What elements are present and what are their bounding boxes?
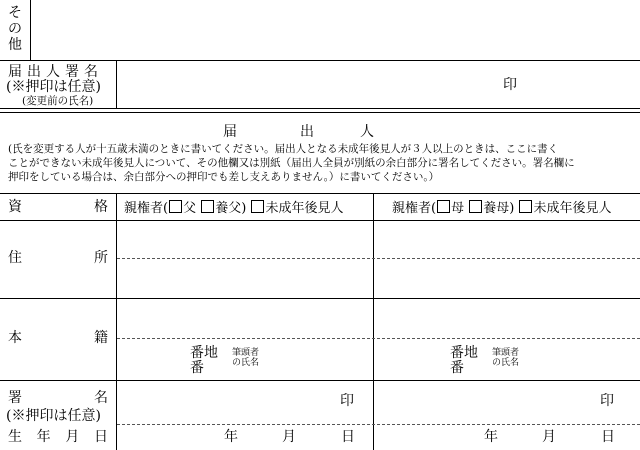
father-checkbox[interactable] xyxy=(169,200,182,213)
section-double-rule xyxy=(0,108,640,113)
birth-month-label-col1: 月 xyxy=(282,429,296,445)
address-field-col1[interactable] xyxy=(118,221,372,297)
birth-year-label-col1: 年 xyxy=(224,429,238,445)
name-before-change-label: (変更前の氏名) xyxy=(22,95,94,107)
seal-optional-label: (※押印は任意) xyxy=(6,79,101,95)
family-head-label-col2: 筆頭者 の氏名 xyxy=(492,348,520,369)
other-field[interactable] xyxy=(32,0,638,58)
adoptive-mother-checkbox[interactable] xyxy=(469,200,482,213)
table-signature-label: 署 名 xyxy=(8,390,108,406)
notice-line-1: (氏を変更する人が十五歳未満のときに書いてください。届出人となる未成年後見人が３人以上のときは、ここに書く xyxy=(8,143,559,155)
signature-row-bottom-line xyxy=(117,424,640,425)
other-label: その他 xyxy=(8,5,22,53)
top-signature-field[interactable] xyxy=(118,61,638,107)
family-head-label-col1: 筆頭者 の氏名 xyxy=(232,348,260,369)
birth-day-label-col2: 日 xyxy=(601,429,615,445)
notice-line-2: ことができない未成年後見人について、その他欄又は別紙（届出人全員が別紙の余白部分に署名してください。署名欄に xyxy=(8,157,575,169)
qualification-options-col2: 親権者( 母 養母) 未成年後見人 xyxy=(392,201,612,216)
signature-column-divider xyxy=(116,60,117,108)
mother-checkbox[interactable] xyxy=(437,200,450,213)
seal-mark-col1: 印 xyxy=(340,393,354,409)
notifier-title-char-1: 届 xyxy=(223,124,237,140)
birth-month-label-col2: 月 xyxy=(542,429,556,445)
signature-field-col2[interactable] xyxy=(375,381,638,423)
qualification-label: 資 格 xyxy=(8,199,108,215)
table-middle-column-divider xyxy=(373,193,374,450)
guardian-checkbox-col1[interactable] xyxy=(251,200,264,213)
table-top-line xyxy=(0,193,640,194)
top-seal-mark: 印 xyxy=(503,77,517,93)
birth-day-label-col1: 日 xyxy=(341,429,355,445)
notice-line-3: 押印をしている場合は、余白部分への押印でも差し支えありません。）に書いてください。） xyxy=(8,171,440,183)
notifier-title-char-2: 出 xyxy=(300,124,314,140)
signature-label: 届出人署名 xyxy=(8,64,103,80)
lot-number-label-col2: 番地 番 xyxy=(450,345,478,376)
birth-date-field-col1[interactable] xyxy=(118,426,372,450)
lot-number-label-col1: 番地 番 xyxy=(190,345,218,376)
birth-date-field-col2[interactable] xyxy=(375,426,638,450)
domicile-label: 本 籍 xyxy=(8,330,108,346)
birth-year-label-col2: 年 xyxy=(484,429,498,445)
qualification-options-col1: 親権者( 父 養父) 未成年後見人 xyxy=(124,201,344,216)
guardian-checkbox-col2[interactable] xyxy=(519,200,532,213)
top-left-column-divider xyxy=(30,0,31,60)
notifier-title-char-3: 人 xyxy=(360,124,374,140)
table-label-column-divider xyxy=(116,193,117,450)
seal-mark-col2: 印 xyxy=(600,393,614,409)
signature-field-col1[interactable] xyxy=(118,381,372,423)
table-seal-optional-label: (※押印は任意) xyxy=(6,408,101,424)
address-label: 住 所 xyxy=(8,250,108,266)
adoptive-father-checkbox[interactable] xyxy=(201,200,214,213)
birth-date-label: 生 年 月 日 xyxy=(8,429,108,445)
address-field-col2[interactable] xyxy=(375,221,638,297)
